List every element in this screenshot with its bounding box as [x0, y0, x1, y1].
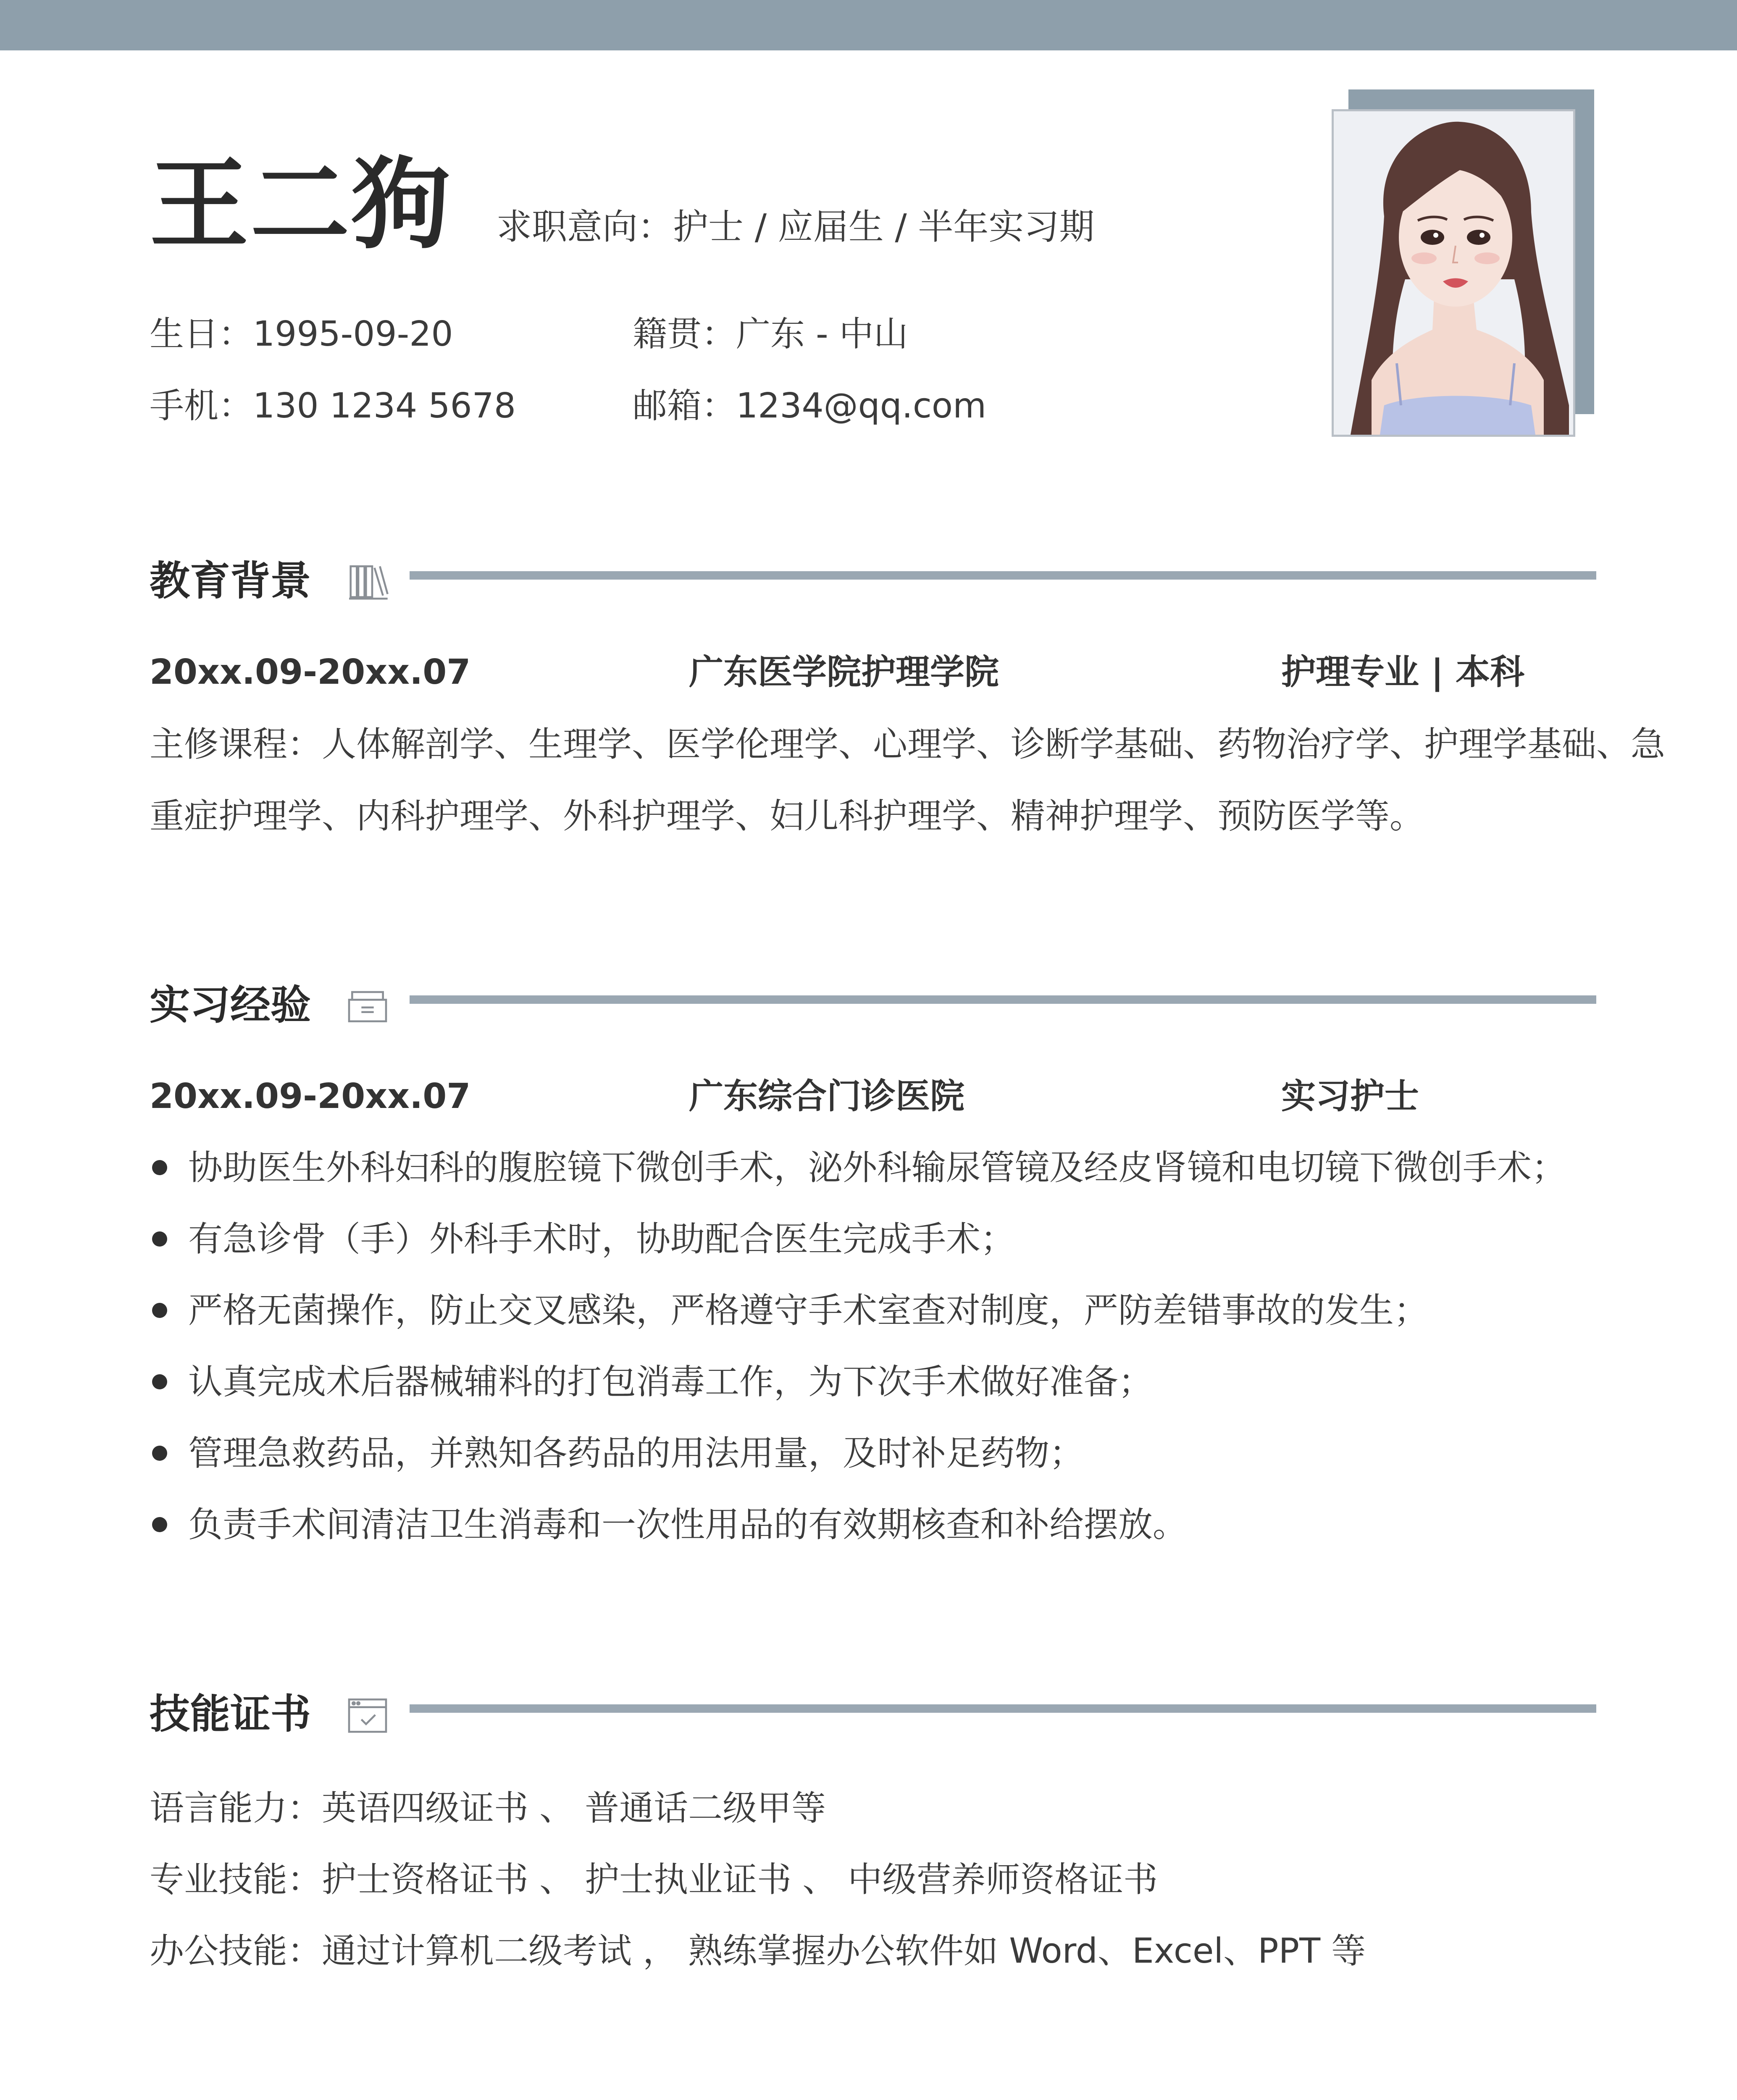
education-courses-line-2: 重症护理学、内科护理学、外科护理学、妇儿科护理学、精神护理学、预防医学等。 [150, 796, 1424, 836]
internship-duties-list [150, 1148, 1595, 1579]
profile-photo [1332, 109, 1575, 437]
bullet-icon [152, 1446, 167, 1461]
skill-language: 语言能力：英语四级证书 、 普通话二级甲等 [150, 1788, 826, 1828]
phone-number: 手机：130 1234 5678 [150, 386, 516, 426]
list-item: 认真完成术后器械辅料的打包消毒工作，为下次手术做好准备； [150, 1365, 1595, 1436]
internship-role: 实习护士 [1281, 1076, 1419, 1116]
top-accent-band [0, 0, 1737, 50]
section-rule-internship [410, 995, 1596, 1004]
skill-professional: 专业技能：护士资格证书 、 护士执业证书 、 中级营养师资格证书 [150, 1860, 1158, 1900]
education-major: 护理专业 | 本科 [1281, 652, 1525, 692]
internship-period: 20xx.09-20xx.07 [150, 1076, 471, 1116]
bullet-icon [152, 1231, 167, 1247]
archive-box-icon [344, 983, 391, 1029]
education-period: 20xx.09-20xx.07 [150, 652, 471, 692]
job-intention: 求职意向：护士 / 应届生 / 半年实习期 [497, 206, 1095, 247]
list-item: 管理急救药品，并熟知各药品的用法用量，及时补足药物； [150, 1436, 1595, 1508]
birth-date: 生日：1995-09-20 [150, 314, 453, 354]
books-icon [344, 559, 391, 605]
bullet-icon [152, 1160, 167, 1175]
section-title-skills: 技能证书 [150, 1690, 311, 1738]
section-title-internship: 实习经验 [150, 982, 311, 1029]
list-item: 协助医生外科妇科的腹腔镜下微创手术，泌外科输尿管镜及经皮肾镜和电切镜下微创手术； [150, 1151, 1595, 1222]
native-place: 籍贯：广东 - 中山 [633, 314, 908, 354]
list-item: 严格无菌操作，防止交叉感染，严格遵守手术室查对制度，严防差错事故的发生； [150, 1294, 1595, 1365]
section-rule-skills [410, 1704, 1596, 1713]
candidate-name: 王二狗 [150, 147, 452, 262]
skill-office: 办公技能：通过计算机二级考试 ， 熟练掌握办公软件如 Word、Excel、PPT 等 [150, 1931, 1366, 1971]
calendar-check-icon [344, 1692, 391, 1738]
education-courses-line-1: 主修课程：人体解剖学、生理学、医学伦理学、心理学、诊断学基础、药物治疗学、护理学基础、急 [150, 724, 1666, 764]
education-school: 广东医学院护理学院 [689, 652, 999, 692]
bullet-icon [152, 1517, 167, 1532]
internship-organization: 广东综合门诊医院 [689, 1076, 965, 1116]
email-address: 邮箱：1234@qq.com [633, 386, 986, 426]
section-title-education: 教育背景 [150, 557, 311, 604]
list-item: 负责手术间清洁卫生消毒和一次性用品的有效期核查和补给摆放。 [150, 1508, 1595, 1579]
bullet-icon [152, 1303, 167, 1318]
list-item: 有急诊骨（手）外科手术时，协助配合医生完成手术； [150, 1222, 1595, 1294]
bullet-icon [152, 1374, 167, 1389]
section-rule-education [410, 571, 1596, 580]
